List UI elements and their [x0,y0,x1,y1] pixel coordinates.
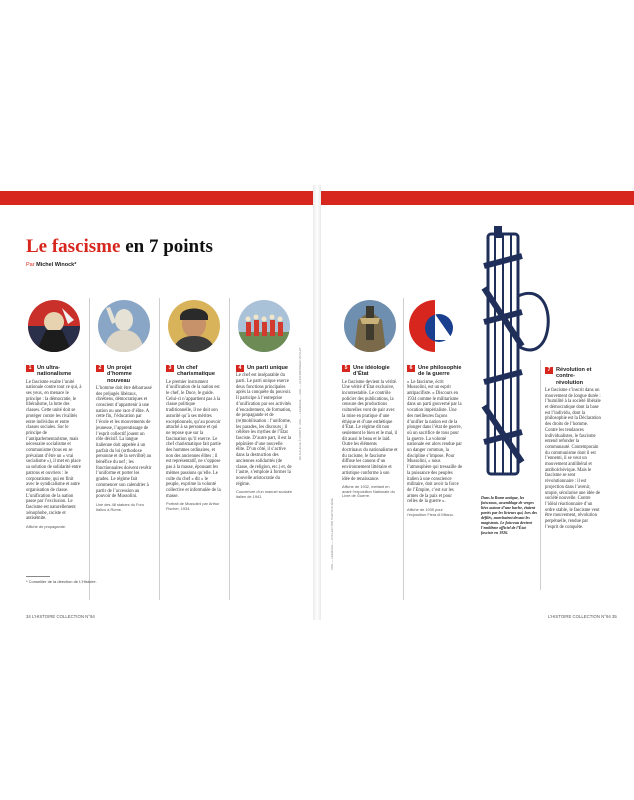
fasces-caption: Dans la Rome antique, les faisceaux, assemblage de verges liées autour d’une hache, étaient portés par les licteurs qui, lors des défilés, marchaient devant les magistrats. Le faisceau devient l’emblème officiel de l’État fasciste en 1926. [481,495,538,535]
byline [26,262,76,268]
point-body: L’homme doit être débarrassé des préjugés libéraux, chrétiens, démocratiques et conscient d’appartenir à une nation ou une race d’élite. A cette fin, l’éducation par l’école et les mouvements de jeunesse, l’apprentissage de l’esprit collectif jouent un rôle décisif. La langue italienne doit appelée à un parfait du loi (orthodoxe personne et de la servilité) au bénéfice du nef ; les fonctionnaires doivent revêtir l’uniforme et porter les grades. Le régime fait commencer son calendrier à partir de l’accession au pouvoir de Mussolini. [96,385,152,500]
point-heading [545,367,601,386]
image-caption: Couverture d’un manuel scolaire italien de 1941. [236,489,293,499]
footnote-rule [26,576,50,577]
point-column-7 [545,362,601,530]
point-body: Le chef est inséparable du parti. Le parti unique exerce deux fonctions principales après la conquête du pouvoir. Il participe à l’entreprise d’unification par ses activités d’encadrement, de formation, de propagande et de (re)mobilisation : l’uniforme, les parades, les discours ; il célèbre les mythes de l’État fasciste. D’autre part, il est la pépinière d’une nouvelle élite. D’un côté, il s’active dans la destruction des anciennes solidarités (de classe, de religion, etc.) et, de l’autre, s’emploie à former la nouvelle aristocratie du régime. [236,373,292,487]
point-title: Un ultra-nationalisme [37,365,72,378]
point-number-badge: 3 [166,365,174,372]
title-accent: Le fascisme [26,236,121,257]
propaganda-poster-image [28,300,80,352]
point-title: Un projet d’homme nouveau [107,365,132,384]
image-caption: Affiche de 1935 pour l’exposition Fiera di Milano. [407,507,454,517]
point-heading [407,365,463,378]
photo-credit-right: AKG — LEEMAGE — COLLECTION PARTICULIÈRE [330,498,334,570]
column-separator [159,298,160,600]
image-caption: Affiche de 1932, mettant en avant l’exposition Nationale du Livre de Guerre. [342,484,395,499]
point-title: Une philosophie de la guerre [418,365,462,378]
point-column-2 [96,300,152,512]
school-manual-cover-image [238,300,290,352]
image-caption: Portrait de Mussolini par Arthur Fischer, 1934. [166,501,220,511]
point-heading [96,365,152,384]
article-title [26,236,213,258]
byline-prefix: Par [26,262,37,268]
statue-image [98,300,150,352]
point-body: Le fascisme devient la vérité. Une vérité d’État exclusive, incontestable. Le contrôle policier des publications, la censure des productions culturelles vont de pair avec la mise en pratique d’une éthique et d’une esthétique d’État. Le régime dit non seulement le bien et le mal, il dit aussi le beau et le laid. Outre les éléments doctrinaux du nationalisme et du racisme, le fascisme diffuse les canons d’un environnement littéraire et artistique conforme à son idée de renaissance. [342,379,398,482]
point-body: Le fascisme exalte l’unité nationale contre tout ce qui, à ses yeux, en menace le principe : la démocratie, le libéralisme, la lutte des classes. Cette unité doit se protéger contre les rivalités entre individus et entre classes sociales. Sur le principe de l’antiparlementarisme, mais nécessaire socialisme et communisme (tous en se prévalant d’être un « vrai socialisme »), il met en place sa solution de solidarité entre patrons et ouvriers : le corporatisme, qui en finit avec le syndicalisme et autre organisation de classe. L’unification de la nation passe par l’exclusion. Le fascisme est naturellement xénophobe, raciste et antisémite. [26,379,82,522]
point-title: Un parti unique [247,365,289,371]
red-band-left [0,191,313,205]
column-separator [403,298,404,600]
point-body: Le premier instrument d’unification de la nation est le chef, le Duce, le guide. Celui-ci n’appartient pas à la classe politique traditionnelle, il ne doit son autorité qu’à ses mérites exceptionnels, qu’au pouvoir attaché à sa personne et qui ne repose que sur la fascination qu’il exerce. Le chef charismatique fait partie des hommes ordinaires, et non des anciennes élites ; il est représentatif, ne s’oppose pas à la masse, épousant les mêmes passions qu’elle. Le culte du chef « dit » le peuple, exprime la volonté collective et informulée de la masse. [166,379,221,499]
page-folio-left: 34 L’HISTOIRE COLLECTION N°94 [26,614,95,619]
column-separator [229,298,230,600]
book-exhibition-poster-image [344,300,396,352]
point-title: Un chef charismatique [177,365,215,378]
column-separator [89,298,90,600]
footnote: * Conseiller de la direction de L’Histoire. [26,579,97,584]
point-number-badge: 7 [545,367,553,374]
point-column-5 [342,300,398,499]
photo-credit-left: DE GAUCHE À DROITE : AKG — LEEMAGE — AKG — ALINARI/ROGER-VIOLLET [298,347,302,460]
point-heading [166,365,222,378]
point-number-badge: 2 [96,365,104,372]
page-folio-right: L’HISTOIRE COLLECTION N°94 35 [548,614,617,619]
point-number-badge: 4 [236,365,244,372]
milan-fair-poster-image [409,300,461,352]
point-heading [342,365,398,378]
mussolini-portrait-image [168,300,220,352]
point-number-badge: 5 [342,365,350,372]
point-column-4 [236,300,292,500]
point-body: Le fascisme s’inscrit dans un mouvement de longue durée : l’humilité à la société libérale et démocratique dont la base est l’individu, dont la philosophie est la Déclaration des droits de l’homme. Contre les tendances individualistes, le fascisme entend refonder la communauté. Contemporain du communisme dont il est l’ennemi, il se veut un mouvement antilibéral et antibolchévique. Mais le fascisme se sent révolutionnaire : il est projection dans l’avenir, utopie, sécularise une idée de société nouvelle. Contre l’idéal réactionnaire d’un ordre stable, le fascisme veut être mouvement, révolution perpétuelle, rendue par l’esprit de conquête. [545,387,601,530]
image-caption: Une des 48 statues du Foro Italico à Rome. [96,501,145,512]
point-heading [236,365,292,371]
point-number-badge: 6 [407,365,415,372]
red-band-right [321,191,634,205]
page-gutter [313,185,321,620]
column-separator [540,360,541,590]
byline-author: Michel Winock* [36,262,77,268]
point-heading [26,365,82,378]
point-number-badge: 1 [26,365,34,372]
point-column-6 [407,300,463,517]
point-column-3 [166,300,222,512]
point-title: Une idéologie d’État [353,365,390,378]
point-body: « Le fascisme, écrit Mussolini, est un esprit antipacifiste. » Discours en 1934 comme le militarisme dans un parti gouverné par la vocation impérialiste. Une des meilleures façons d’unifier la nation est de la plonger dans l’état de guerre, où un sacrifice de tous pour la guerre. La volonté nationale est alors rendue par un danger commun, la discipline s’impose. Pour Mussolini, « nous l’atmosphère qui tressaille de la puissance des peuples italien à une conscience militaire, doit avoir la force de l’Empire, c’est sur les armes de la paix et pour celles de la guerre ». [407,379,463,505]
title-rest: en 7 points [120,236,213,257]
point-column-1 [26,300,82,530]
point-title: Révolution et contre-révolution [556,367,592,386]
image-caption: Affiche de propagande. [26,524,67,530]
